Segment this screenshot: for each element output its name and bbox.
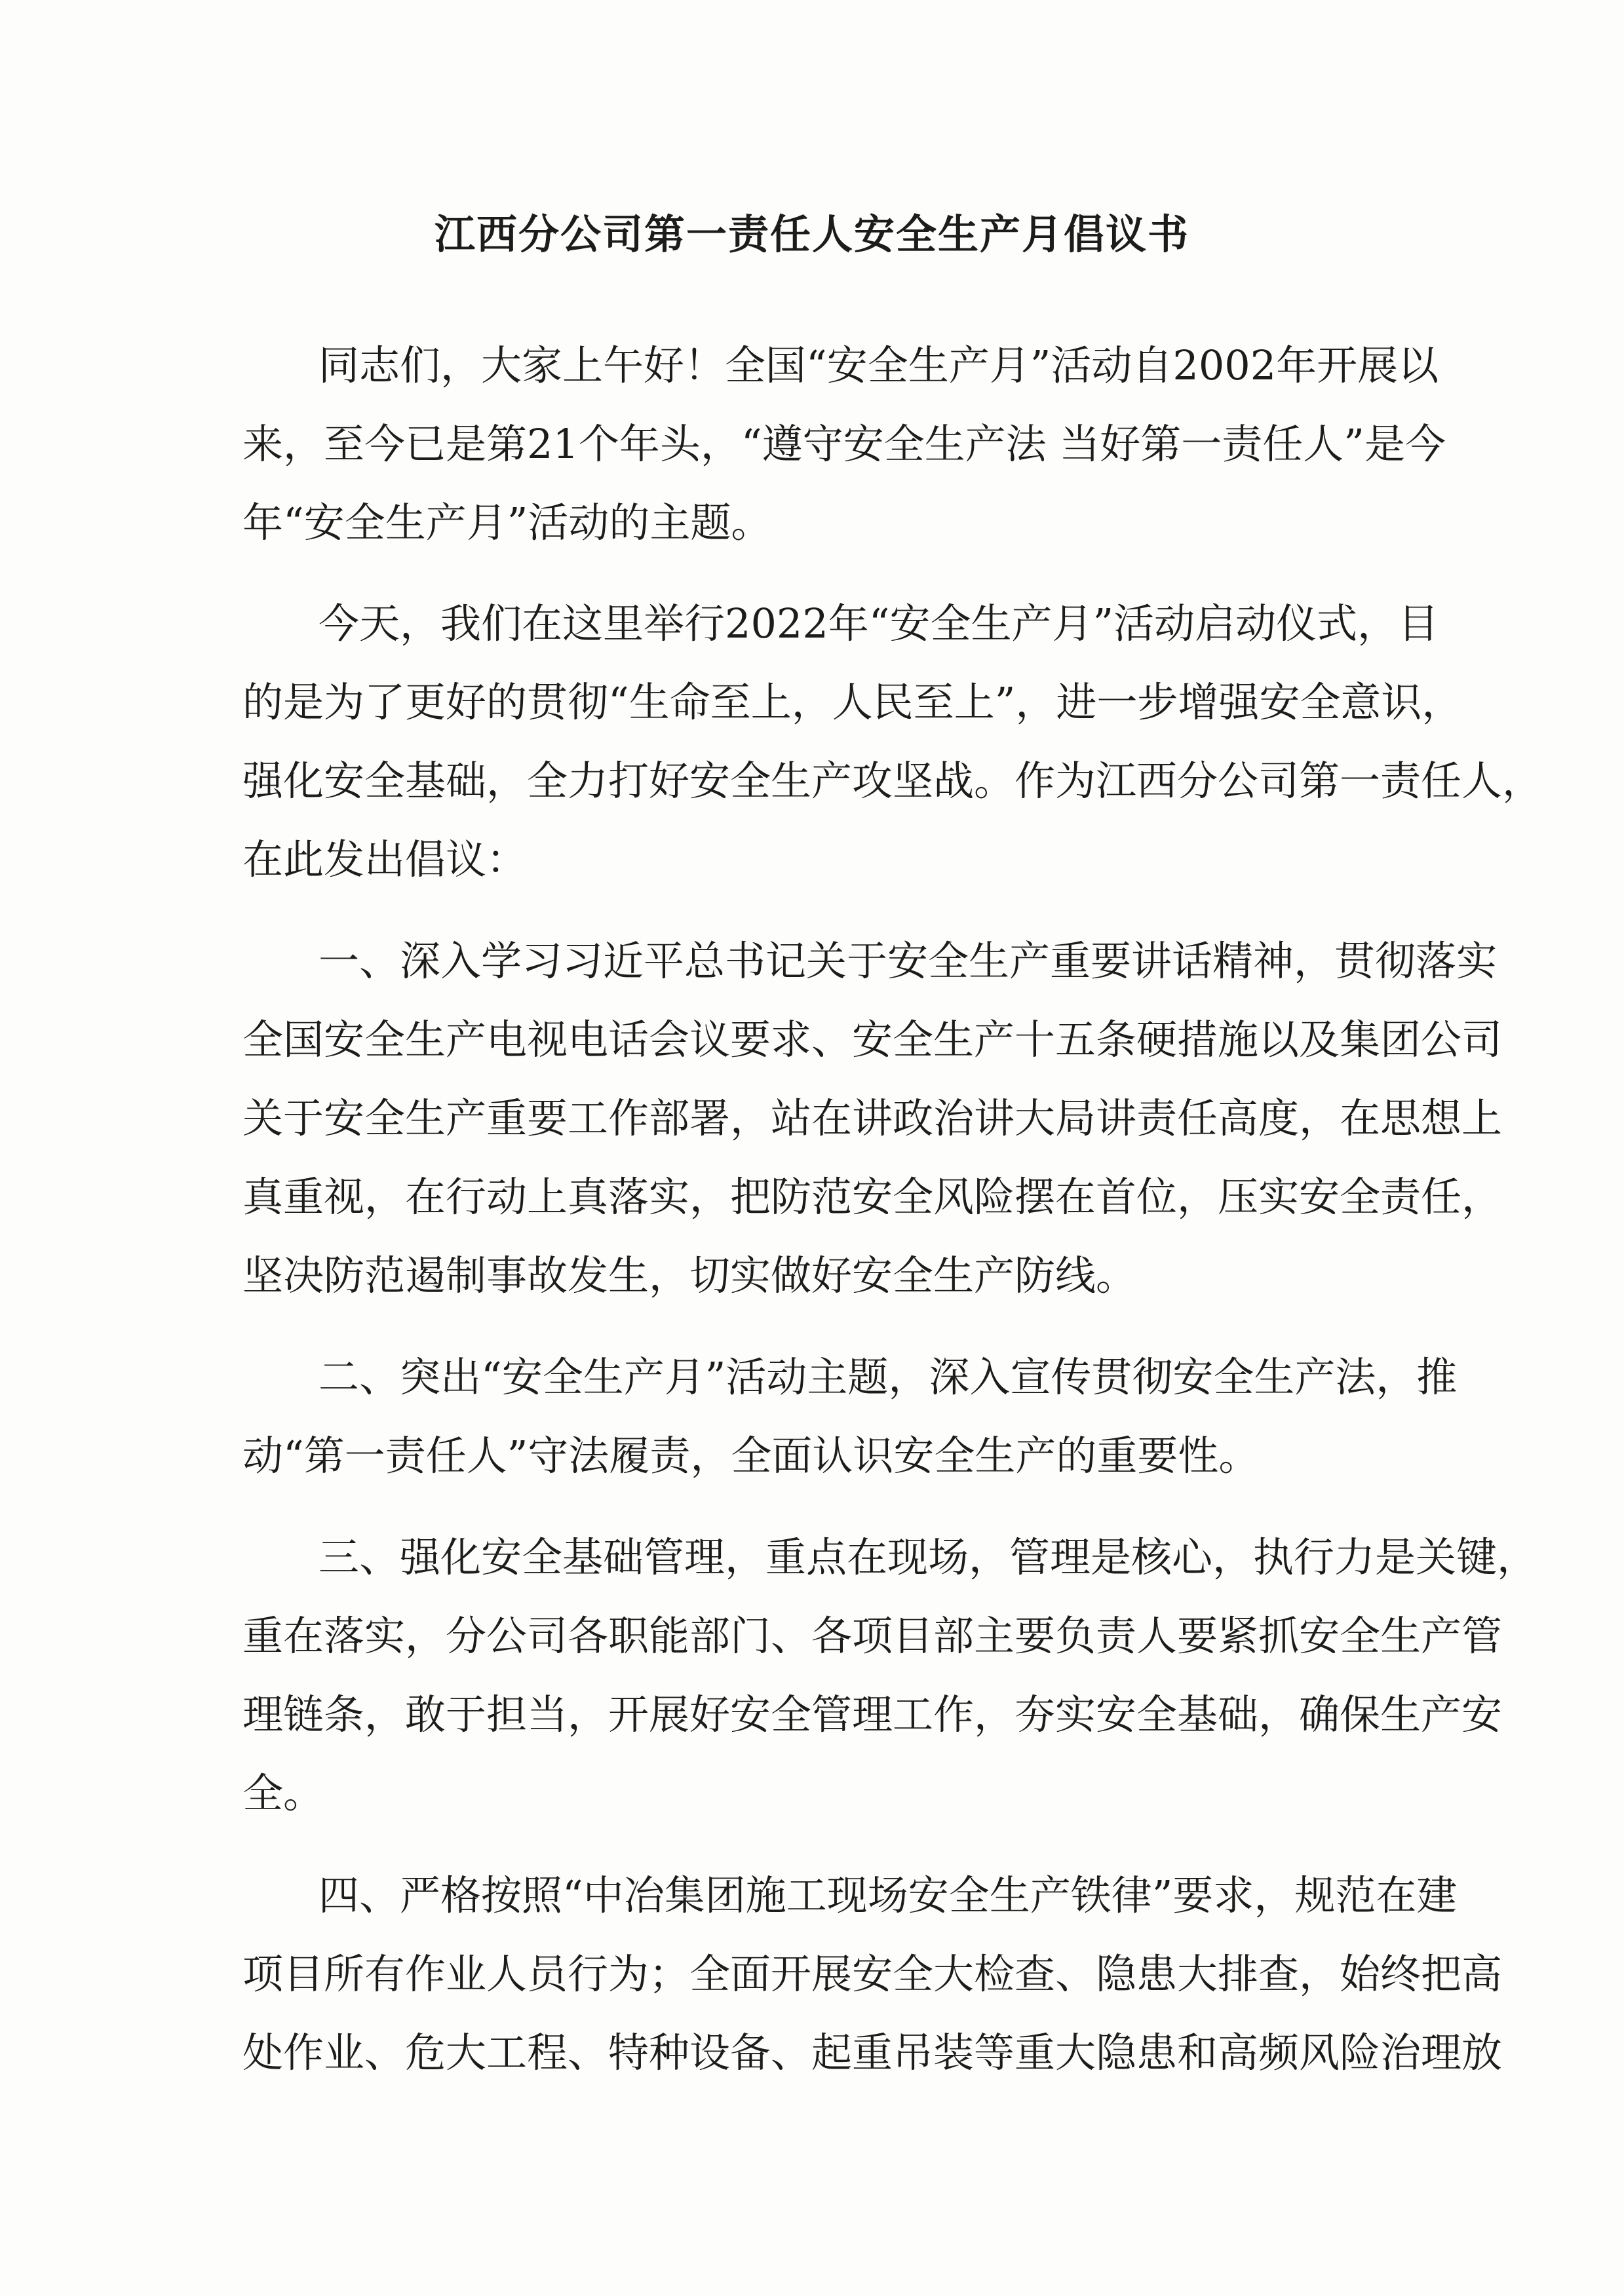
paragraph-2-line-1: 今天，我们在这里举行2022年“安全生产月”活动启动仪式，目 bbox=[319, 600, 1439, 647]
paragraph-4-line-2: 动“第一责任人”守法履责，全面认识安全生产的重要性。 bbox=[242, 1432, 1260, 1480]
paragraph-1-line-3: 年“安全生产月”活动的主题。 bbox=[242, 499, 772, 546]
paragraph-3-line-3: 关于安全生产重要工作部署，站在讲政治讲大局讲责任高度，在思想上 bbox=[242, 1094, 1503, 1142]
paragraph-2-line-2: 的是为了更好的贯彻“生命至上，人民至上”，进一步增强安全意识， bbox=[242, 678, 1463, 726]
paragraph-6-line-1: 四、严格按照“中冶集团施工现场安全生产铁律”要求，规范在建 bbox=[319, 1871, 1458, 1919]
paragraph-2-line-4: 在此发出倡议： bbox=[242, 835, 528, 883]
paragraph-3-line-1: 一、深入学习习近平总书记关于安全生产重要讲话精神，贯彻落实 bbox=[319, 937, 1498, 985]
paragraph-4-line-1: 二、突出“安全生产月”活动主题，深入宣传贯彻安全生产法，推 bbox=[319, 1353, 1458, 1401]
paragraph-6-line-2: 项目所有作业人员行为；全面开展安全大检查、隐患大排查，始终把高 bbox=[242, 1950, 1503, 1998]
paragraph-6-line-3: 处作业、危大工程、特种设备、起重吊装等重大隐患和高频风险治理放 bbox=[242, 2029, 1503, 2076]
document-title: 江西分公司第一责任人安全生产月倡议书 bbox=[434, 210, 1189, 258]
paragraph-5-line-3: 理链条，敢于担当，开展好安全管理工作，夯实安全基础，确保生产安 bbox=[242, 1691, 1503, 1738]
paragraph-1-line-2: 来，至今已是第21个年头，“遵守安全生产法 当好第一责任人”是今 bbox=[242, 420, 1446, 468]
paragraph-5-line-1: 三、强化安全基础管理，重点在现场，管理是核心，执行力是关键， bbox=[319, 1533, 1538, 1581]
paragraph-3-line-5: 坚决防范遏制事故发生，切实做好安全生产防线。 bbox=[242, 1252, 1137, 1299]
paragraph-3-line-2: 全国安全生产电视电话会议要求、安全生产十五条硬措施以及集团公司 bbox=[242, 1016, 1503, 1063]
paragraph-3-line-4: 真重视，在行动上真落实，把防范安全风险摆在首位，压实安全责任， bbox=[242, 1173, 1503, 1221]
paragraph-5-line-4: 全。 bbox=[242, 1769, 324, 1817]
paragraph-2-line-3: 强化安全基础，全力打好安全生产攻坚战。作为江西分公司第一责任人， bbox=[242, 757, 1543, 805]
paragraph-5-line-2: 重在落实，分公司各职能部门、各项目部主要负责人要紧抓安全生产管 bbox=[242, 1612, 1503, 1660]
paragraph-1-line-1: 同志们，大家上午好！全国“安全生产月”活动自2002年开展以 bbox=[319, 341, 1439, 389]
